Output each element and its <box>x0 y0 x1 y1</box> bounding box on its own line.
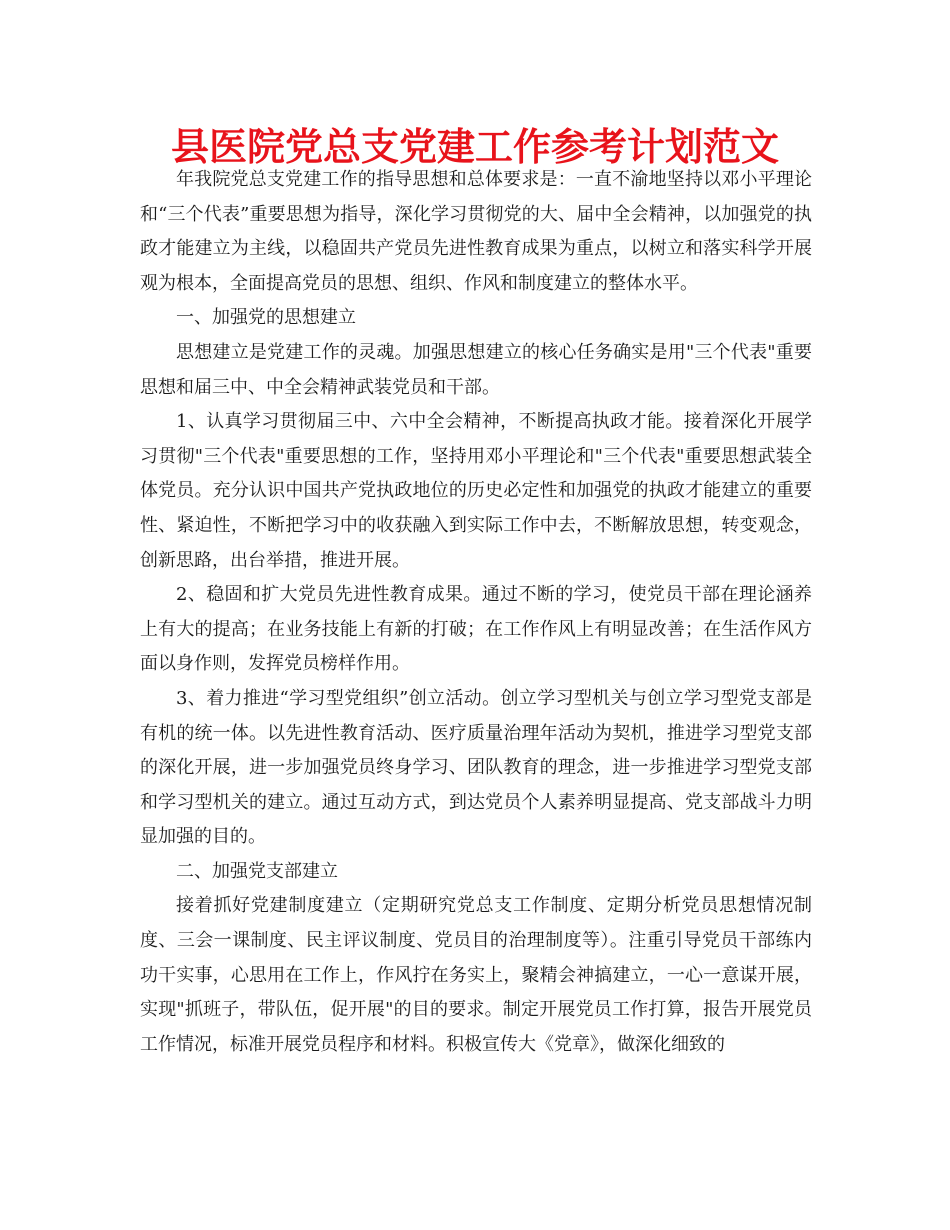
document-title: 县医院党总支党建工作参考计划范文 <box>170 124 779 169</box>
document-body <box>140 163 812 1062</box>
paragraph-branch-building: 接着抓好党建制度建立（定期研究党总支工作制度、定期分析党员思想情况制度、三会一课制度、民主评议制度、党员目的治理制度等）。注重引导党员干部练内功干实事，心思用在工作上，作风拧在务实上，聚精会神搞建立，一心一意谋开展，实现"抓班子，带队伍，促开展"的目的要求。制定开展党员工作打算，报告开展党员工作情况，标准开展党员程序和材料。积极宣传大《党章》，做深化细致的 <box>140 895 812 1055</box>
paragraph-item-3: 3、着力推进“学习型党组织”创立活动。创立学习型机关与创立学习型党支部是有机的统一体。以先进性教育活动、医疗质量治理年活动为契机，推进学习型党支部的深化开展，进一步加强党员终身学习、团队教育的理念，进一步推进学习型党支部和学习型机关的建立。通过互动方式，到达党员个人素养明显提高、党支部战斗力明显加强的目的。 <box>140 687 812 848</box>
paragraph-guiding-thought: 年我院党总支党建工作的指导思想和总体要求是：一直不渝地坚持以邓小平理论和“三个代表”重要思想为指导，深化学习贯彻党的大、届中全会精神，以加强党的执政才能建立为主线，以稳固共产党员先进性教育成果为重点，以树立和落实科学开展观为根本，全面提高党员的思想、组织、作风和制度建立的整体水平。 <box>140 169 812 294</box>
paragraph-item-2: 2、稳固和扩大党员先进性教育成果。通过不断的学习，使党员干部在理论涵养上有大的提高；在业务技能上有新的打破；在工作作风上有明显改善；在生活作风方面以身作则，发挥党员榜样作用。 <box>140 584 812 675</box>
section-heading-1: 一、加强党的思想建立 <box>176 307 356 329</box>
paragraph-item-1: 1、认真学习贯彻届三中、六中全会精神，不断提高执政才能。接着深化开展学习贯彻"三个代表"重要思想的工作，坚持用邓小平理论和"三个代表"重要思想武装全体党员。充分认识中国共产党执政地位的历史必定性和加强党的执政才能建立的重要性、紧迫性，不断把学习中的收获融入到实际工作中去，不断解放思想，转变观念，创新思路，出台举措，推进开展。 <box>140 411 812 571</box>
section-heading-2: 二、加强党支部建立 <box>176 860 338 882</box>
paragraph-ideology: 思想建立是党建工作的灵魂。加强思想建立的核心任务确实是用"三个代表"重要思想和届三中、中全会精神武装党员和干部。 <box>140 341 812 398</box>
